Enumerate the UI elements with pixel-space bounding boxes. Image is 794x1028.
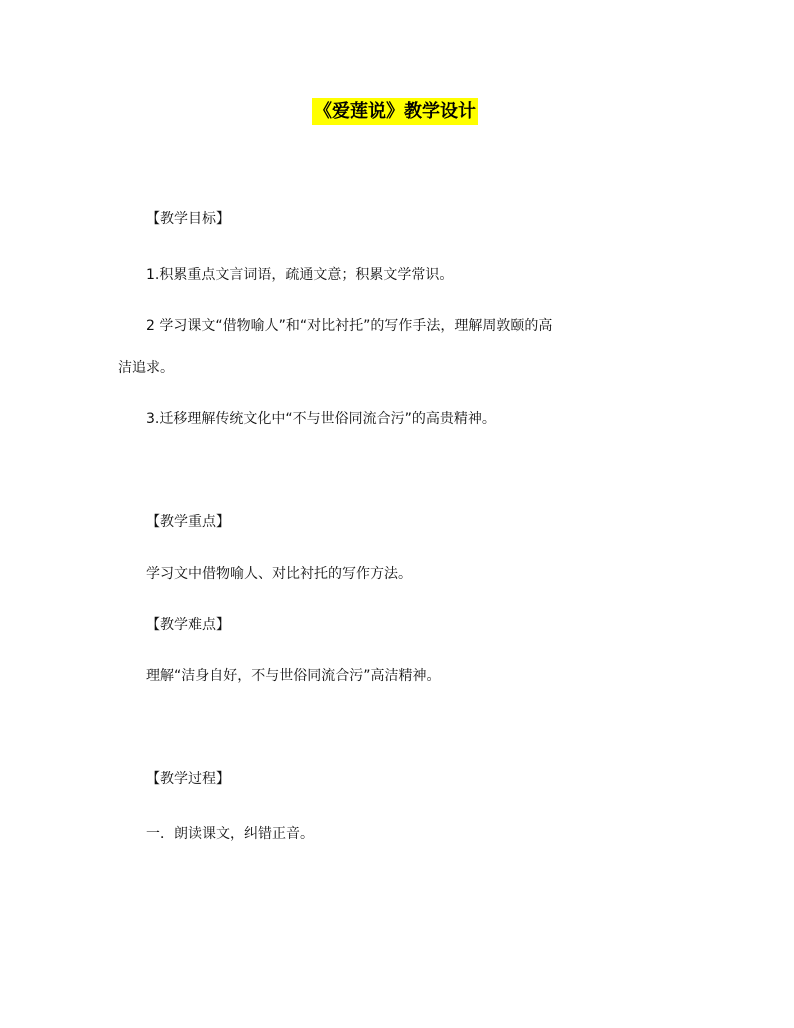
objective-item-1: 1.积累重点文言词语，疏通文意；积累文学常识。: [146, 267, 454, 283]
key-points-text: 学习文中借物喻人、对比衬托的写作方法。: [146, 566, 412, 582]
process-heading: 【教学过程】: [146, 771, 230, 787]
objectives-heading: 【教学目标】: [146, 211, 230, 227]
objective-item-3: 3.迁移理解传统文化中“不与世俗同流合污”的高贵精神。: [146, 411, 496, 427]
document-title: 《爱莲说》教学设计: [312, 98, 478, 125]
objective-item-2-continuation: 洁追求。: [118, 360, 174, 376]
difficulties-text: 理解“洁身自好，不与世俗同流合污”高洁精神。: [146, 668, 441, 684]
objective-item-2: 2 学习课文“借物喻人”和“对比衬托”的写作手法，理解周敦颐的高: [146, 318, 553, 334]
difficulties-heading: 【教学难点】: [146, 617, 230, 633]
key-points-heading: 【教学重点】: [146, 514, 230, 530]
process-step-1: 一．朗读课文，纠错正音。: [146, 826, 314, 842]
